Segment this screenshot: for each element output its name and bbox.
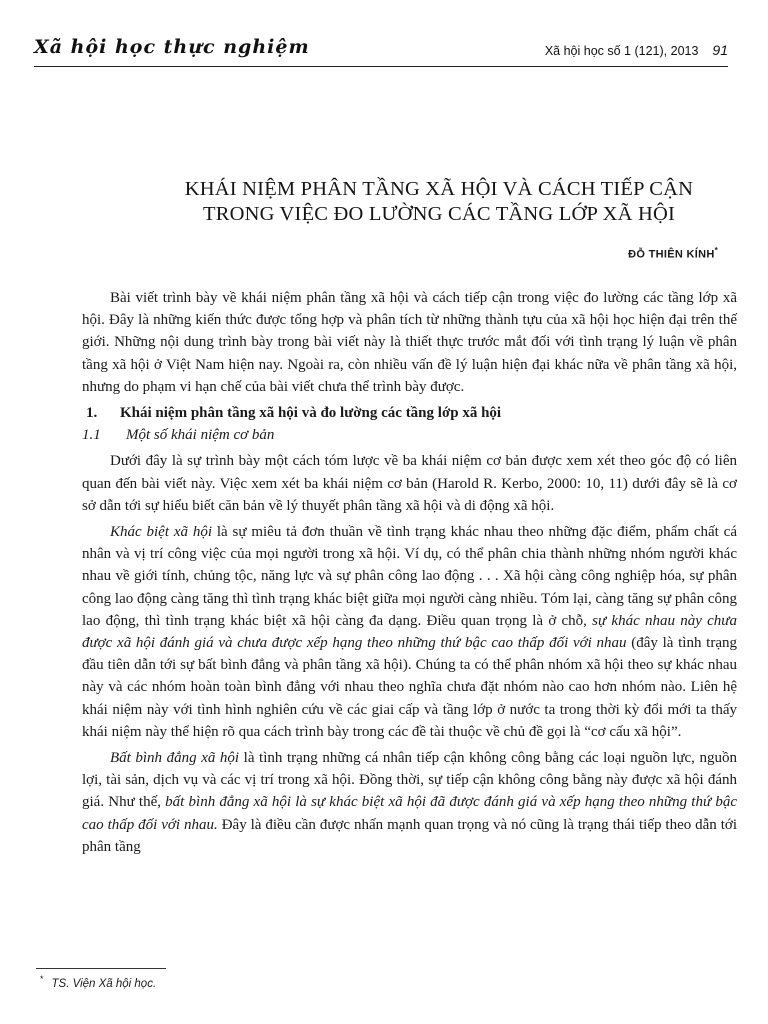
para2-text-a: là sự miêu tả đơn thuần về tình trạng khác nhau theo những đặc điểm, phẩm chất cá nhân và vị trí công việc của mọi người trong xã hội. Ví dụ, có thể phân chia thành những nhóm người khác nhau về giới tính, chủng tộc, năng lực và sự phân công lao động . . . Xã hội càng công nghiệp hóa, sự phân công lao động càng tăng thì tình trạng khác biệt giữa mọi người càng nhiều. Tóm lại, càng tăng sự phân công lao động, thì tình trạng khác biệt xã hội càng đa dạng. Điều quan trọng là ở chỗ, bbox=[82, 524, 737, 629]
article-body bbox=[82, 287, 737, 858]
para3-emphasis: bất bình đẳng xã hội là sự khác biệt xã hội đã được đánh giá và xếp hạng theo những thứ bậc cao thấp đối với nhau. bbox=[82, 794, 737, 833]
para3-text-b: Đây là điều cần được nhấn mạnh quan trọng và nó cũng là trạng thái tiếp theo dẫn tới phân tầng bbox=[82, 816, 737, 855]
header-divider bbox=[34, 66, 728, 67]
journal-info bbox=[545, 42, 728, 58]
author-text: ĐỖ THIÊN KÍNH bbox=[628, 248, 715, 261]
author-name bbox=[628, 246, 718, 261]
page-number: 91 bbox=[712, 42, 728, 58]
para3-text-a: là tình trạng những cá nhân tiếp cận không công bằng các loại nguồn lực, nguồn lợi, tài sản, dịch vụ và các vị trí trong xã hội. Đồng thời, sự tiếp cận không công bằng này được xã hội đánh giá. Như thế, bbox=[82, 750, 737, 811]
term-khac-biet: Khác biệt xã hội bbox=[110, 524, 213, 541]
subsection-number: 1.1 bbox=[82, 427, 101, 444]
para2-text-b: (đây là tình trạng đầu tiên dẫn tới sự bất bình đẳng và phân tầng xã hội). Chúng ta có thể phân nhóm xã hội theo sự khác nhau này và các nhóm hoàn toàn bình đẳng với nhau theo nghĩa chưa đặt nhóm nào cao hơn nhóm nào. Liên hệ khái niệm này với tình hình nghiên cứu về các giai cấp và tầng lớp ở nước ta trong thời kỳ đổi mới ta thấy khái niệm này thể hiện rõ qua cách trình bày trong các đề tài thuộc về chủ đề gọi là “cơ cấu xã hội”. bbox=[82, 635, 737, 740]
journal-issue: Xã hội học số 1 (121), 2013 bbox=[544, 44, 699, 58]
abstract-paragraph: Bài viết trình bày về khái niệm phân tầng xã hội và cách tiếp cận trong việc đo lường các tầng lớp xã hội. Đây là những kiến thức được tổng hợp và phân tích từ những thành tựu của xã hội học hiện đại trên thế giới. Những nội dung trình bày trong bài viết này là thiết thực trước mắt đối với tình trạng lý luận về phân tầng xã hội ở Việt Nam hiện nay. Ngoài ra, còn nhiều vấn đề lý luận hiện đại khác nữa về phân tầng xã hội, nhưng do phạm vi hạn chế của bài viết chưa thể trình bày được. bbox=[82, 290, 737, 395]
title-line-2: TRONG VIỆC ĐO LƯỜNG CÁC TẦNG LỚP XÃ HỘI bbox=[202, 203, 676, 225]
footnote-text: TS. Viện Xã hội học. bbox=[51, 977, 157, 990]
footnote bbox=[40, 974, 156, 990]
footnote-divider bbox=[36, 968, 166, 969]
page-header bbox=[34, 34, 728, 62]
footnote-mark: * bbox=[40, 974, 44, 984]
section-number: 1. bbox=[86, 405, 98, 422]
section-title: Khái niệm phân tầng xã hội và đo lường các tầng lớp xã hội bbox=[120, 405, 502, 422]
subsection-heading bbox=[82, 424, 737, 446]
term-bat-binh-dang: Bất bình đẳng xã hội bbox=[110, 750, 240, 767]
para2-emphasis: sự khác nhau này chưa được xã hội đánh giá và chưa được xếp hạng theo những thứ bậc cao thấp đối với nhau bbox=[82, 612, 737, 652]
article-title bbox=[150, 177, 728, 227]
author-footnote-mark: * bbox=[714, 246, 718, 255]
subsection-title: Một số khái niệm cơ bản bbox=[126, 427, 275, 444]
body-paragraph-3 bbox=[82, 747, 737, 858]
running-title: Xã hội học thực nghiệm bbox=[34, 36, 310, 58]
body-paragraph-1: Dưới đây là sự trình bày một cách tóm lược về ba khái niệm cơ bản được xem xét theo góc độ có liên quan đến bài viết này. Việc xem xét ba khái niệm cơ bản (Harold R. Kerbo, 2000: 10, 11) dưới đây sẽ là cơ sở dẫn tới sự hiểu biết căn bản về lý thuyết phân tầng xã hội và di động xã hội. bbox=[82, 453, 737, 514]
title-line-1: KHÁI NIỆM PHÂN TẦNG XÃ HỘI VÀ CÁCH TIẾP CẬN bbox=[184, 178, 694, 200]
body-paragraph-2 bbox=[82, 521, 737, 743]
section-heading bbox=[82, 402, 737, 424]
